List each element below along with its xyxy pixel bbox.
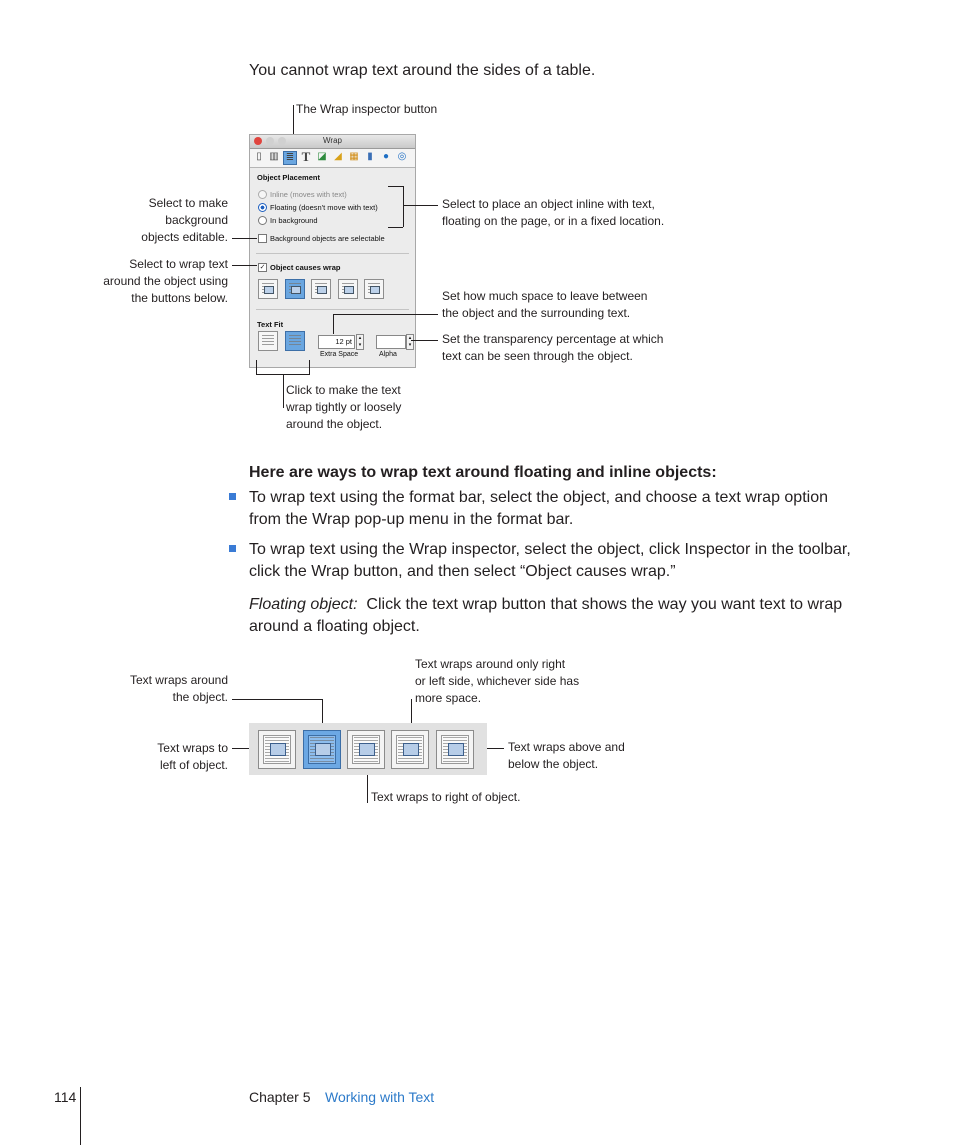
callout-wrap-button: The Wrap inspector button <box>296 102 438 116</box>
wrap-left-button[interactable] <box>258 279 278 299</box>
object-causes-wrap-label: Object causes wrap <box>270 263 341 272</box>
wrap-buttons-strip <box>249 723 487 775</box>
wrap-around-button[interactable] <box>285 279 305 299</box>
alpha-field[interactable] <box>376 335 406 349</box>
page-number: 114 <box>54 1089 77 1105</box>
callout-wraps-largest: Text wraps around only right or left side, whichever side has more space. <box>415 657 580 705</box>
table-inspector-icon[interactable]: ▦ <box>349 151 359 162</box>
hyperlink-inspector-icon[interactable]: ● <box>382 151 390 162</box>
callout-alpha: Set the transparency percentage at which text can be seen through the object. <box>442 332 664 363</box>
alpha-stepper[interactable]: ▴ ▾ <box>406 334 414 350</box>
background-selectable-label: Background objects are selectable <box>270 234 385 243</box>
wrap-largest-side-button[interactable] <box>338 279 358 299</box>
bullet-item: To wrap text using the Wrap inspector, select the object, click Inspector in the toolbar, click the Wrap button, and then select “Object causes wrap.” <box>249 541 851 580</box>
callout-wraps-above-below: Text wraps above and below the object. <box>508 740 625 771</box>
background-radio-label: In background <box>270 216 318 225</box>
wrap-above-below-button-large[interactable] <box>436 730 474 769</box>
wrap-largest-side-button-large[interactable] <box>391 730 429 769</box>
bullet-marker <box>229 493 236 500</box>
callout-placement: Select to place an object inline with text, floating on the page, or in a fixed location. <box>442 197 665 228</box>
metrics-inspector-icon[interactable]: ◢ <box>334 151 342 162</box>
alpha-label: Alpha <box>379 351 397 358</box>
wrap-above-below-button[interactable] <box>364 279 384 299</box>
callout-space: Set how much space to leave between the object and the surrounding text. <box>442 289 648 320</box>
quicktime-inspector-icon[interactable]: ◎ <box>397 151 407 162</box>
object-placement-heading: Object Placement <box>257 173 320 182</box>
wrap-inspector-icon[interactable]: ≣ <box>283 151 297 165</box>
extra-space-stepper[interactable]: ▴ ▾ <box>356 334 364 350</box>
wrap-right-button[interactable] <box>311 279 331 299</box>
window-title: Wrap <box>323 136 342 145</box>
background-radio[interactable] <box>258 216 267 225</box>
document-inspector-icon[interactable]: ▯ <box>256 151 262 162</box>
wrap-left-button-large[interactable] <box>258 730 296 769</box>
callout-wrap-text: Select to wrap text around the object using the buttons below. <box>103 257 228 305</box>
extra-space-label: Extra Space <box>320 351 359 358</box>
callout-background-editable: Select to make background objects editable. <box>141 196 228 244</box>
chart-inspector-icon[interactable]: ▮ <box>367 151 373 162</box>
chapter-label: Chapter 5 <box>249 1089 311 1105</box>
graphic-inspector-icon[interactable]: ◪ <box>317 151 327 162</box>
callout-wraps-right: Text wraps to right of object. <box>371 790 521 804</box>
callout-wraps-around: Text wraps around the object. <box>129 673 228 704</box>
callout-text-fit: Click to make the text wrap tightly or loosely around the object. <box>286 383 402 431</box>
inspector-titlebar <box>250 135 415 149</box>
extra-space-field[interactable]: 12 pt <box>318 335 355 349</box>
callout-wraps-left: Text wraps to left of object. <box>157 741 228 772</box>
text-inspector-icon[interactable]: T <box>301 149 311 164</box>
layout-inspector-icon[interactable]: ▥ <box>269 151 279 162</box>
inspector-toolbar <box>250 149 415 168</box>
object-causes-wrap-checkbox[interactable]: ✓ <box>259 264 266 271</box>
floating-radio-label: Floating (doesn't move with text) <box>270 203 378 212</box>
inline-radio-label: Inline (moves with text) <box>270 190 347 199</box>
bullet-item: To wrap text using the format bar, select the object, and choose a text wrap option from the Wrap pop-up menu in the format bar. <box>249 489 828 528</box>
floating-object-label: Floating object: <box>249 596 358 613</box>
text-fit-loose-button[interactable] <box>285 331 305 351</box>
bullet-marker <box>229 545 236 552</box>
subheading: Here are ways to wrap text around floating and inline objects: <box>249 464 717 481</box>
intro-line: You cannot wrap text around the sides of a table. <box>249 62 596 79</box>
wrap-right-button-large[interactable] <box>347 730 385 769</box>
floating-radio[interactable] <box>258 203 267 212</box>
inline-radio[interactable] <box>258 190 267 199</box>
wrap-around-button-large[interactable] <box>303 730 341 769</box>
text-fit-heading: Text Fit <box>257 320 284 329</box>
background-selectable-checkbox[interactable] <box>258 234 267 243</box>
chapter-title-link[interactable]: Working with Text <box>325 1089 435 1105</box>
floating-object-paragraph: Floating object: Click the text wrap button that shows the way you want text to wrap around a floating object. <box>249 596 843 635</box>
text-fit-tight-button[interactable] <box>258 331 278 351</box>
